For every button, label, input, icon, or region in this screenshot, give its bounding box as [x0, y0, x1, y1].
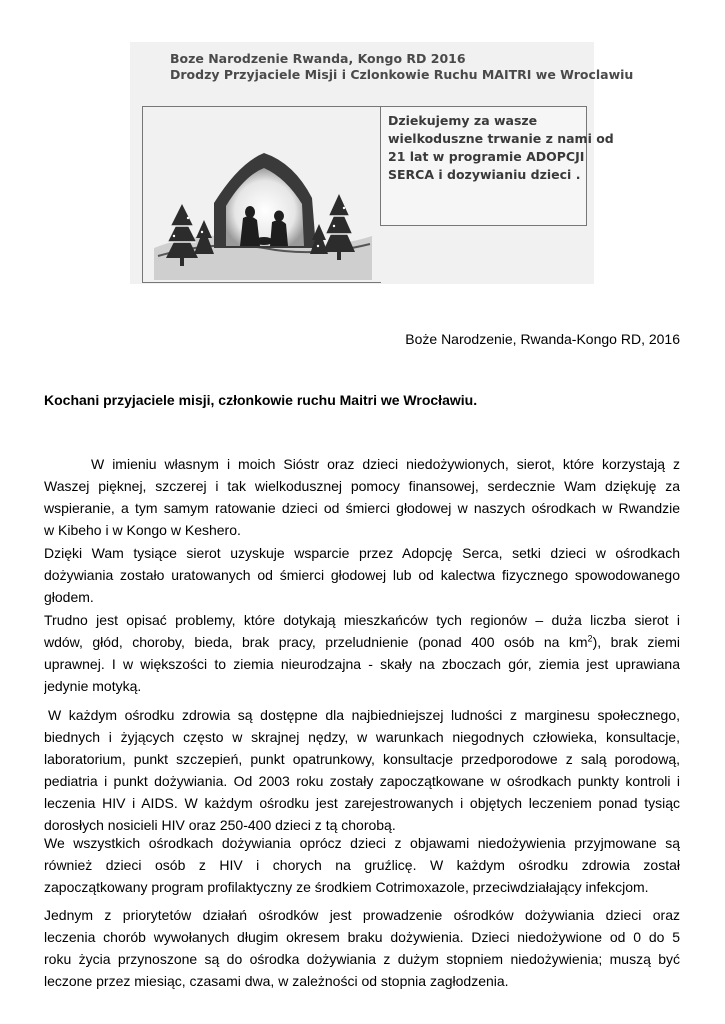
letter-greeting: Kochani przyjaciele misji, członkowie ruchu Maitri we Wrocławiu. [44, 392, 478, 408]
card-thanks-box [380, 106, 614, 226]
paragraph-1 [44, 453, 680, 541]
paragraph-line: Trudno jest opisać problemy, które dotykają mieszkańców tych regionów – duża liczba sierot i [44, 612, 680, 628]
card-thanks-line: Dziekujemy za wasze [388, 113, 538, 128]
text-run: wdów, głód, choroby, bieda, brak pracy, przeludnienie (ponad 400 osób na km [44, 634, 588, 650]
paragraph-line: dożywiania zostało uratowanych od śmierci głodowej lub od kalectwa fizycznego spowodowanego [44, 567, 680, 583]
paragraph-line: W imieniu własnym i moich Sióstr oraz dzieci niedożywionych, sierot, które korzystają z [91, 456, 680, 472]
paragraph-line: Dzięki Wam tysiące sierot uzyskuje wsparcie przez Adopcję Serca, setki dzieci w ośrodkach [44, 545, 680, 561]
paragraph-line: głodem. [44, 589, 94, 605]
text-run: ), brak ziemi [592, 634, 680, 650]
paragraph-line [44, 631, 680, 653]
card-thanks-line: 21 lat w programie ADOPCJI [388, 149, 585, 164]
paragraph-3 [44, 609, 680, 697]
paragraph-line: Waszej pięknej, szczerej i tak wielkodusznej pomocy finansowej, serdecznie Wam dziękuję za [44, 478, 680, 494]
pine-trees-right [310, 194, 355, 260]
paragraph-6 [44, 904, 680, 992]
christmas-card-image [130, 42, 634, 284]
card-header-line-2: Drodzy Przyjaciele Misji i Czlonkowie Ruchu MAITRI we Wroclawiu [170, 67, 634, 82]
card-thanks-line: SERCA i dozywianiu dzieci . [388, 167, 581, 182]
paragraph-line: leczone przez miesiąc, czasami dwa, w zależności od stopnia zagłodzenia. [44, 973, 509, 989]
paragraph-line: w Kibeho i w Kongo w Keshero. [44, 522, 241, 538]
paragraph-2 [44, 542, 680, 608]
paragraph-line: Jednym z priorytetów działań ośrodków jest prowadzenie ośrodków dożywiania dzieci oraz [44, 907, 680, 923]
paragraph-4 [44, 704, 680, 836]
paragraph-line: roku życia przynoszone są do ośrodka dożywiania z dużym stopniem niedożywienia; muszą być [44, 951, 680, 967]
paragraph-line: dorosłych nosicieli HIV oraz 250-400 dzieci z tą chorobą. [44, 817, 396, 833]
superscript: 2 [587, 633, 593, 644]
paragraph-line: również dzieci osób z HIV i chorych na gruźlicę. W każdym ośrodku zdrowia został [44, 857, 680, 873]
card-thanks-line: wielkoduszne trwanie z nami od [388, 131, 614, 146]
paragraph-line: W każdym ośrodku zdrowia są dostępne dla najbiedniejszej ludności z marginesu społecznego, [48, 707, 680, 723]
paragraph-line: We wszystkich ośrodkach dożywiania oprócz dzieci z objawami niedożywienia przyjmowane są [44, 835, 680, 851]
paragraph-line: leczenia chorób wywołanych długim okresem braku dożywienia. Dzieci niedożywione od 0 do 5 [44, 929, 680, 945]
paragraph-line: biednych i żyjących często w skrajnej nędzy, w warunkach niegodnych człowieka, konsultacje, [44, 729, 680, 745]
paragraph-line: laboratorium, punkt szczepień, punkt opatrunkowy, konsultacje przedporodowe z salą porodową, [44, 751, 680, 767]
paragraph-line: pediatria i punkt dożywiania. Od 2003 roku zostały zapoczątkowane w ośrodkach punkty kontroli i [44, 773, 680, 789]
paragraph-line: jedynie motyką. [44, 678, 142, 694]
paragraph-line: leczenia HIV i AIDS. W każdym ośrodku jest zarejestrowanych i objętych leczeniem ponad tysiąc [44, 795, 680, 811]
nativity-scene-illustration [144, 108, 378, 280]
paragraph-line: zapoczątkowany program profilaktyczny ze środkiem Cotrimoxazole, przeciwdziałający infekcjom. [44, 879, 649, 895]
paragraph-line: wspieranie, a tym samym ratowanie dzieci od śmierci głodowej w naszych ośrodkach w Rwandzie [44, 500, 680, 516]
letter-date-line: Boże Narodzenie, Rwanda-Kongo RD, 2016 [405, 331, 680, 347]
card-header-line-1: Boze Narodzenie Rwanda, Kongo RD 2016 [170, 51, 466, 66]
paragraph-line: uprawnej. I w większości to ziemia nieurodzajna - skały na zboczach gór, ziemia jest uprawiana [44, 656, 680, 672]
paragraph-5 [44, 832, 680, 898]
